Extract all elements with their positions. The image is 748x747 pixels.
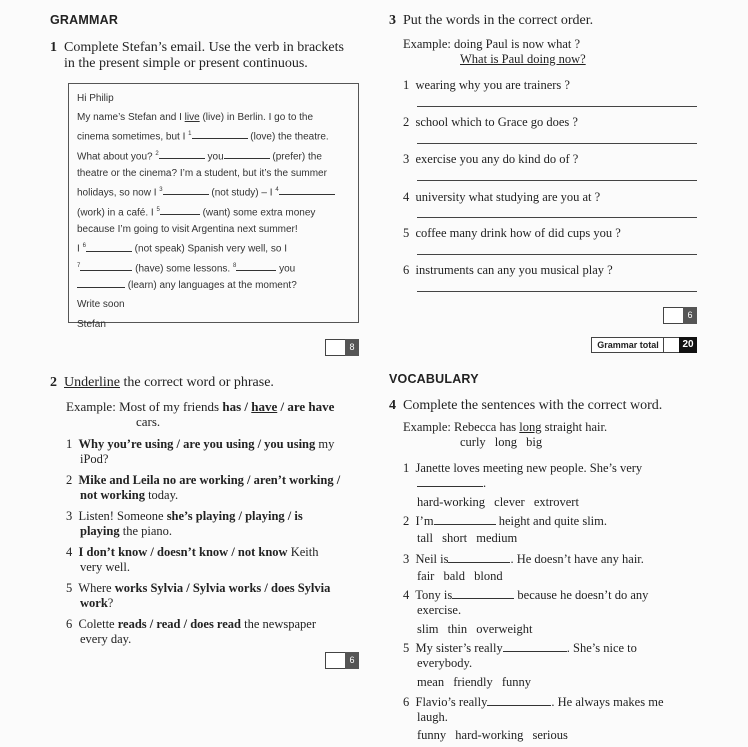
answer-line-3-6[interactable] <box>417 291 697 292</box>
gap-1[interactable] <box>192 129 248 139</box>
options-4-5: mean friendly funny <box>417 675 532 689</box>
exercise-4-item-5: 5 My sister’s really . She’s nice to everybody. <box>403 641 637 670</box>
gap-3[interactable] <box>163 185 209 195</box>
exercise-4-item-6: 6 Flavio’s really . He always makes me laugh. <box>403 695 664 724</box>
answer-line-3-3[interactable] <box>417 180 697 181</box>
exercise-3-instruction: 3 Put the words in the correct order. <box>389 13 594 28</box>
answer-line-3-2[interactable] <box>417 143 697 144</box>
email-greeting: Hi Philip <box>77 93 114 104</box>
gap-5[interactable] <box>160 205 200 215</box>
score-max-ex2: 6 <box>345 652 359 669</box>
options-4-1: hard-working clever extrovert <box>417 495 579 509</box>
score-input-ex3[interactable] <box>663 307 685 324</box>
exercise-2-item-2: 2 Mike and Leila no are working / aren’t working / not working today. <box>66 473 341 502</box>
gap-2[interactable] <box>159 149 205 159</box>
score-max-ex1: 8 <box>345 339 359 356</box>
exercise-2-example: Example: Most of my friends has / have / are have cars. <box>66 399 335 429</box>
exercise-3-item-5: 5 coffee many drink how of did cups you ? <box>403 226 621 240</box>
exercise-1-number: 1 <box>50 40 57 55</box>
email-text: Hi Philip My name’s Stefan and I live (live) in Berlin. I go to the cinema sometimes, but I $^1$ (love) the theatre. What about you? $^2$ you (prefer) the theatre or the cinema? I’m a student, but it’s the summer holidays, so now I $^3$ (not study) – I $^4$ (work) in a café. I $^5$ (want) some extra money because I’m going to visit Argentina next summer! I $^6$ (not speak) Spanish very well, so I $^7$ (have) some lessons. $^8$ you (learn) any languages at the moment? Write soon Stefan <box>69 84 358 333</box>
exercise-1-instruction: 1 Complete Stefan’s email. Use the verb in brackets in the present simple or present continuous. <box>50 40 344 71</box>
exercise-4-item-3: 3 Neil is . He doesn’t have any hair. <box>403 552 644 566</box>
gap-6[interactable] <box>86 242 132 252</box>
email-signoff: Write soon <box>77 299 125 311</box>
vocabulary-heading: VOCABULARY <box>389 372 479 386</box>
exercise-4-item-1: 1 Janette loves meeting new people. She’s very . <box>403 461 643 490</box>
answer-line-3-4[interactable] <box>417 217 697 218</box>
score-input-ex1[interactable] <box>325 339 347 356</box>
gap-8[interactable] <box>236 261 276 271</box>
options-4-6: funny hard-working serious <box>417 728 568 742</box>
gap-4-1[interactable] <box>417 477 483 487</box>
email-signature: Stefan <box>77 318 106 330</box>
grammar-total-max: 20 <box>679 337 697 353</box>
exercise-3-item-1: 1 wearing why you are trainers ? <box>403 78 570 92</box>
exercise-3-item-4: 4 university what studying are you at ? <box>403 190 601 204</box>
exercise-3-example: Example: doing Paul is now what ? What is Paul doing now? <box>403 37 586 66</box>
exercise-2-item-1: 1 Why you’re using / are you using / you using my iPod? <box>66 437 335 466</box>
score-input-ex2[interactable] <box>325 652 347 669</box>
exercise-2-item-4: 4 I don’t know / doesn’t know / not know Keith very well. <box>66 545 319 574</box>
grammar-total-label: Grammar total <box>591 337 665 353</box>
gap-7[interactable] <box>80 261 132 271</box>
exercise-4-item-4: 4 Tony is because he doesn’t do any exercise. <box>403 588 649 617</box>
options-4-4: slim thin overweight <box>417 622 533 636</box>
gap-4-2[interactable] <box>434 515 496 525</box>
exercise-3-item-2: 2 school which to Grace go does ? <box>403 115 578 129</box>
options-4-2: tall short medium <box>417 531 518 545</box>
exercise-4-example: Example: Rebecca has long straight hair. curly long big <box>403 420 608 449</box>
example-answer: live <box>184 111 200 123</box>
exercise-4-item-2: 2 I’m height and quite slim. <box>403 514 608 528</box>
exercise-2-item-6: 6 Colette reads / read / does read the newspaper every day. <box>66 617 316 646</box>
exercise-3-example-answer: What is Paul doing now? <box>460 52 586 66</box>
exercise-2-instruction: 2 Underline the correct word or phrase. <box>50 375 274 390</box>
score-max-ex3: 6 <box>683 307 697 324</box>
exercise-2-item-5: 5 Where works Sylvia / Sylvia works / does Sylvia work? <box>66 581 331 610</box>
exercise-3-item-3: 3 exercise you any do kind do of ? <box>403 152 579 166</box>
email-box <box>68 83 359 330</box>
grammar-heading: GRAMMAR <box>50 13 119 27</box>
exercise-3-item-6: 6 instruments can any you musical play ? <box>403 263 613 277</box>
gap-4-6[interactable] <box>487 696 551 706</box>
options-4-3: fair bald blond <box>417 569 503 583</box>
gap-4-3[interactable] <box>448 553 510 563</box>
gap-4[interactable] <box>279 185 335 195</box>
exercise-2-item-3: 3 Listen! Someone she’s playing / playing / is playing the piano. <box>66 509 303 538</box>
exercise-4-instruction: 4 Complete the sentences with the correct word. <box>389 398 663 413</box>
gap-4-5[interactable] <box>503 642 567 652</box>
answer-line-3-1[interactable] <box>417 106 697 107</box>
gap-4-4[interactable] <box>452 589 514 599</box>
answer-line-3-5[interactable] <box>417 254 697 255</box>
